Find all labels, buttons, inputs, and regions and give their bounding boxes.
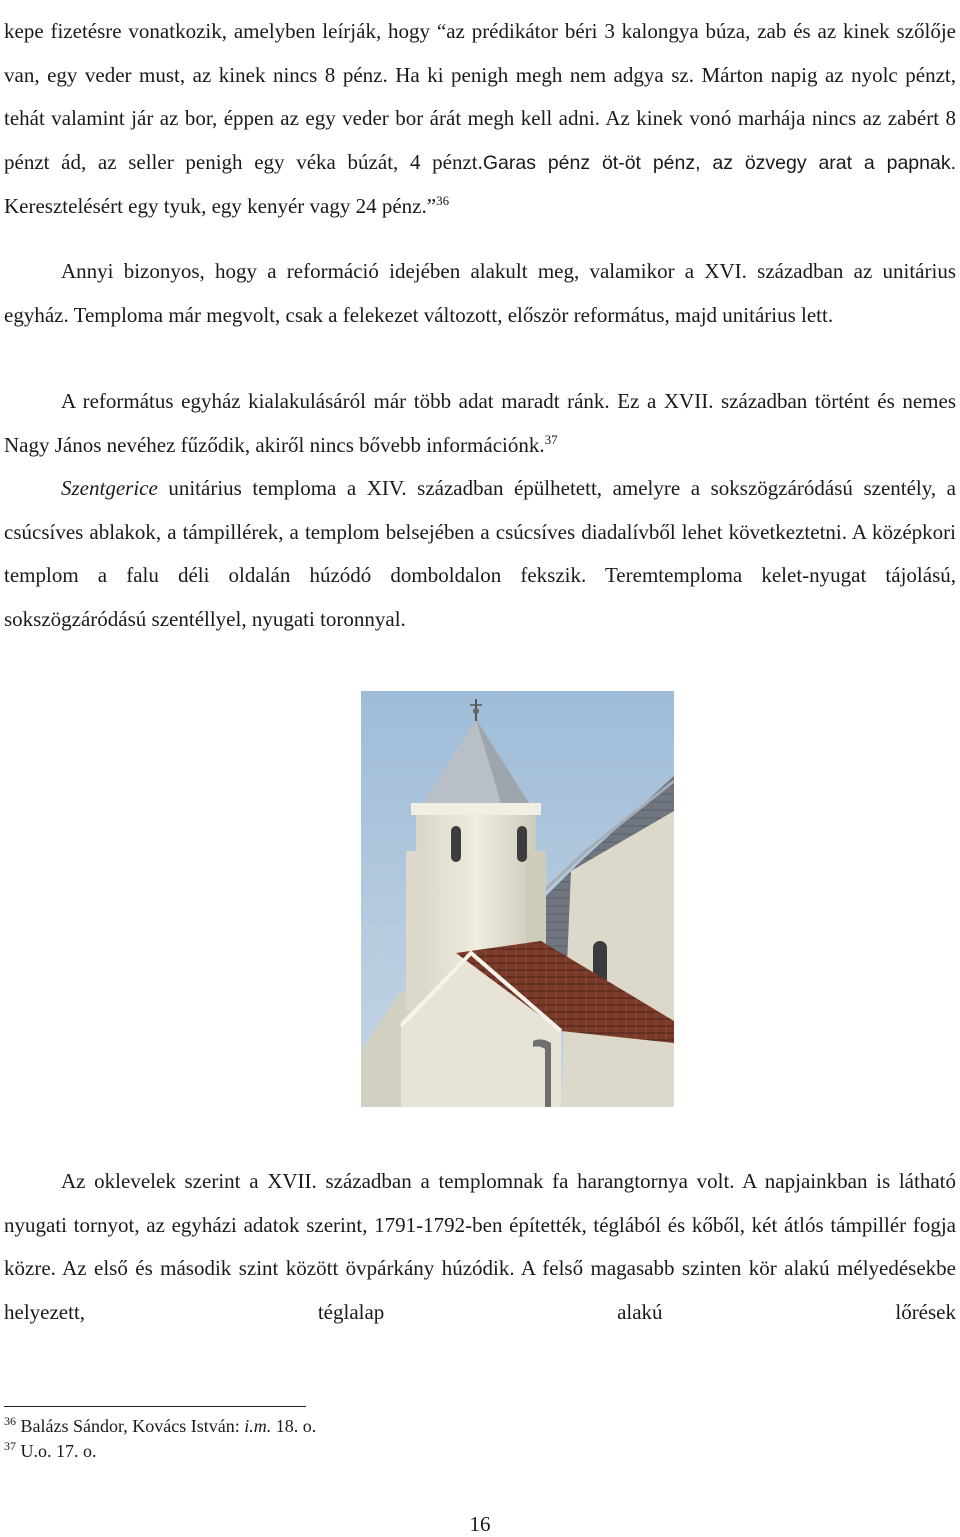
paragraph-1-text-after: Keresztelésért egy tyuk, egy kenyér vagy 24 pénz.” (4, 194, 437, 218)
footnote-text: Balázs Sándor, Kovács István: (20, 1416, 245, 1436)
paragraph-4 (4, 467, 956, 641)
footnote-number: 37 (4, 1439, 16, 1453)
paragraph-3-text: A református egyház kialakulásáról már több adat maradt ránk. Ez a XVII. században történt és nemes Nagy János nevéhez fűződik, akiről nincs bővebb információnk. (4, 389, 956, 457)
paragraph-1 (4, 10, 956, 229)
church-photo (361, 691, 674, 1107)
footnote-separator (4, 1406, 306, 1407)
paragraph-1-garas-text: Garas pénz öt-öt pénz, az özvegy arat a papnak. (482, 151, 956, 174)
place-name-italic: Szentgerice (61, 476, 158, 500)
footnotes (4, 1414, 316, 1464)
footnote-36 (4, 1414, 316, 1439)
footnote-ref-36[interactable]: 36 (436, 193, 450, 208)
paragraph-2-text: Annyi bizonyos, hogy a reformáció idejében alakult meg, valamikor a XVI. században az unitárius egyház. Temploma már megvolt, csak a felekezet változott, először református, majd unitárius lett. (4, 259, 956, 327)
paragraph-2 (4, 250, 956, 337)
paragraph-4-text: unitárius temploma a XIV. században épülhetett, amelyre a sokszögzáródású szentély, a csúcsíves ablakok, a támpillérek, a templom belsejében a csúcsíves diadalívből lehet következtetni. A középkori templom a falu déli oldalán húzódó domboldalon fekszik. Teremtemploma kelet-nyugat tájolású, sokszögzáródású szentéllyel, nyugati toronnyal. (4, 476, 956, 631)
paragraph-5 (4, 1160, 956, 1334)
footnote-37 (4, 1439, 316, 1464)
footnote-ref-37[interactable]: 37 (544, 431, 558, 447)
paragraph-5-text: Az oklevelek szerint a XVII. században a templomnak fa harangtornya volt. A napjainkban is látható nyugati tornyot, az egyházi adatok szerint, 1791-1792-ben építették, téglából és kőből, két átlós támpillér fogja közre. Az első és második szint között övpárkány húzódik. A felső magasabb szinten kör alakú mélyedésekbe helyezett, téglalap alakú lőrések (4, 1169, 956, 1324)
footnote-number: 36 (4, 1414, 16, 1428)
footnote-text: U.o. 17. o. (20, 1441, 97, 1461)
page-number: 16 (469, 1512, 491, 1536)
paragraph-1-text: kepe fizetésre vonatkozik, amelyben leírják, hogy “az prédikátor béri 3 kalongya búza, zab és az kinek szőlője van, egy veder must, az kinek nincs 8 pénz. Ha ki penigh megh nem adgya sz. Márton napig az nyolc pénzt, tehát valamint jár az bor, éppen az egy veder bor árát megh kell adni. Az kinek vonó marhája nincs az zabért 8 pénzt ád, az seller penigh egy véka búzát, 4 pénzt. (4, 19, 956, 174)
footnote-italic: i.m. (244, 1416, 272, 1436)
paragraph-3 (4, 380, 956, 467)
footnote-text-after: 18. o. (271, 1416, 317, 1436)
